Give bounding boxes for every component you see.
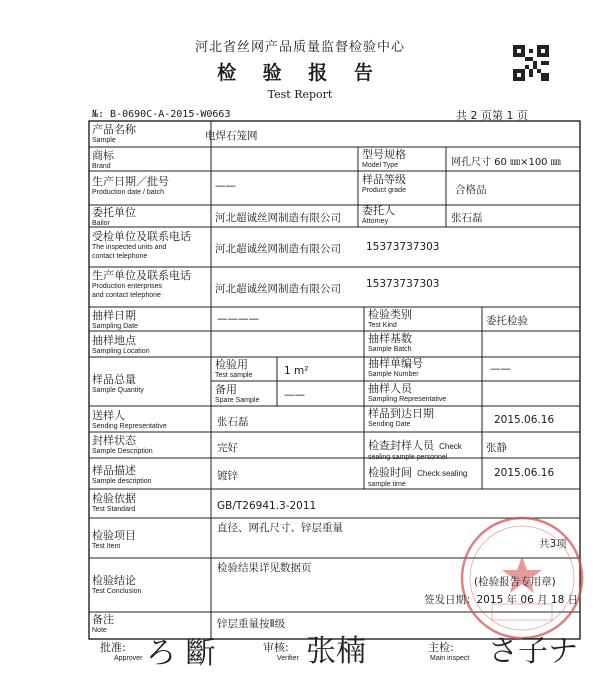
- label-sending-representative: 送样人 Sending Representative: [92, 409, 167, 430]
- label-seal-personnel: 检查封样人员 Check sealing sample personnel: [368, 439, 462, 461]
- label-test-conclusion: 检验结论 Test Conclusion: [92, 574, 142, 595]
- value-spare-sample: ——: [284, 389, 305, 401]
- label-production-date: 生产日期／批号 Production date / batch: [92, 175, 169, 196]
- label-main-inspector: 主检: Main inspect: [428, 641, 470, 662]
- page-count: 共 2 页第 1 页: [456, 109, 528, 122]
- value-attorney: 张石磊: [451, 212, 483, 224]
- value-test-item: 直径、网孔尺寸、锌层重量: [217, 522, 343, 534]
- value-check-time: 2015.06.16: [494, 467, 555, 479]
- label-model-type: 型号规格 Model Type: [362, 148, 406, 169]
- inspector-signature: さ子ナ: [488, 634, 578, 669]
- value-producer: 河北超诚丝网制造有限公司: [215, 283, 341, 295]
- label-verifier: 审核: Verifier: [263, 641, 299, 662]
- value-test-kind: 委托检验: [486, 315, 528, 327]
- label-sample-quantity: 样品总量 Sample Quantity: [92, 373, 144, 394]
- test-item-count: 共3项: [539, 538, 567, 550]
- report-number: №: B-0690C-A-2015-W0663: [92, 109, 231, 120]
- label-sample-number: 抽样单编号 Sample Number: [368, 357, 423, 378]
- label-producer: 生产单位及联系电话 Production enterprises and contact telephone: [92, 269, 191, 299]
- document-title: 检 验 报 告: [217, 62, 383, 84]
- label-spare-sample: 备用 Spare Sample: [215, 383, 260, 404]
- value-producer-phone: 15373737303: [366, 278, 440, 290]
- value-test-conclusion: 检验结果详见数据页: [217, 562, 312, 574]
- label-brand: 商标 Brand: [92, 149, 114, 170]
- label-inspected-unit: 受检单位及联系电话 The inspected units and contact telephone: [92, 230, 191, 260]
- label-test-kind: 检验类别 Test Kind: [368, 308, 412, 329]
- label-test-standard: 检验依据 Test Standard: [92, 492, 136, 513]
- verifier-signature: 张楠: [306, 634, 366, 669]
- label-test-item: 检验项目 Test Item: [92, 529, 136, 550]
- value-production-date: ——: [215, 180, 236, 192]
- value-note: 锌层重量按Ⅱ级: [217, 618, 286, 630]
- value-seal-personnel: 张静: [486, 442, 507, 454]
- label-attorney: 委托人 Attorney: [362, 204, 395, 225]
- value-model-type: 网孔尺寸 60 ㎜×100 ㎜: [451, 157, 561, 168]
- value-sending-date: 2015.06.16: [494, 414, 555, 426]
- label-approver: 批准: Approver: [100, 641, 143, 662]
- value-sample-number: ——: [490, 363, 511, 375]
- sign-date: 签发日期：2015 年 06 月 18 日: [424, 594, 579, 606]
- label-test-sample: 检验用 Test sample: [215, 358, 253, 379]
- label-sampling-location: 抽样地点 Sampling Location: [92, 334, 150, 355]
- value-sending-representative: 张石磊: [217, 416, 249, 428]
- value-product-grade: 合格品: [455, 184, 487, 196]
- label-check-time: 检验时间 Check sealing sample time: [368, 466, 468, 488]
- value-test-standard: GB/T26941.3-2011: [217, 500, 317, 512]
- seal-note: (检验报告专用章): [474, 576, 556, 588]
- value-sample-desc2: 镀锌: [217, 470, 238, 482]
- value-test-sample: 1 m²: [284, 365, 309, 377]
- document-subtitle: Test Report: [267, 88, 333, 101]
- label-product-grade: 样品等级 Product grade: [362, 173, 406, 194]
- label-sample-desc2: 样品描述 Sample description: [92, 464, 152, 485]
- organization-name: 河北省丝网产品质量监督检验中心: [194, 40, 405, 55]
- value-inspected-phone: 15373737303: [366, 241, 440, 253]
- value-sample-name: 电焊石笼网: [205, 130, 258, 142]
- value-sampling-date: ————: [217, 313, 259, 325]
- label-sample-name: 产品名称 Sample: [92, 123, 136, 144]
- label-sample-description: 封样状态 Sample Description: [92, 434, 153, 455]
- label-sampling-date: 抽样日期 Sampling Date: [92, 309, 138, 330]
- value-sample-description: 完好: [217, 442, 238, 454]
- value-inspected-unit: 河北超诚丝网制造有限公司: [215, 243, 341, 255]
- value-bailor: 河北超诚丝网制造有限公司: [215, 212, 341, 224]
- label-sending-date: 样品到达日期 Sending Date: [368, 407, 434, 428]
- approver-signature: ろ 斷: [146, 636, 216, 671]
- label-note: 备注 Note: [92, 613, 114, 634]
- label-sampling-representative: 抽样人员 Sampling Representative: [368, 382, 447, 403]
- label-sample-batch: 抽样基数 Sample Batch: [368, 332, 412, 353]
- label-bailor: 委托单位 Bailor: [92, 206, 136, 227]
